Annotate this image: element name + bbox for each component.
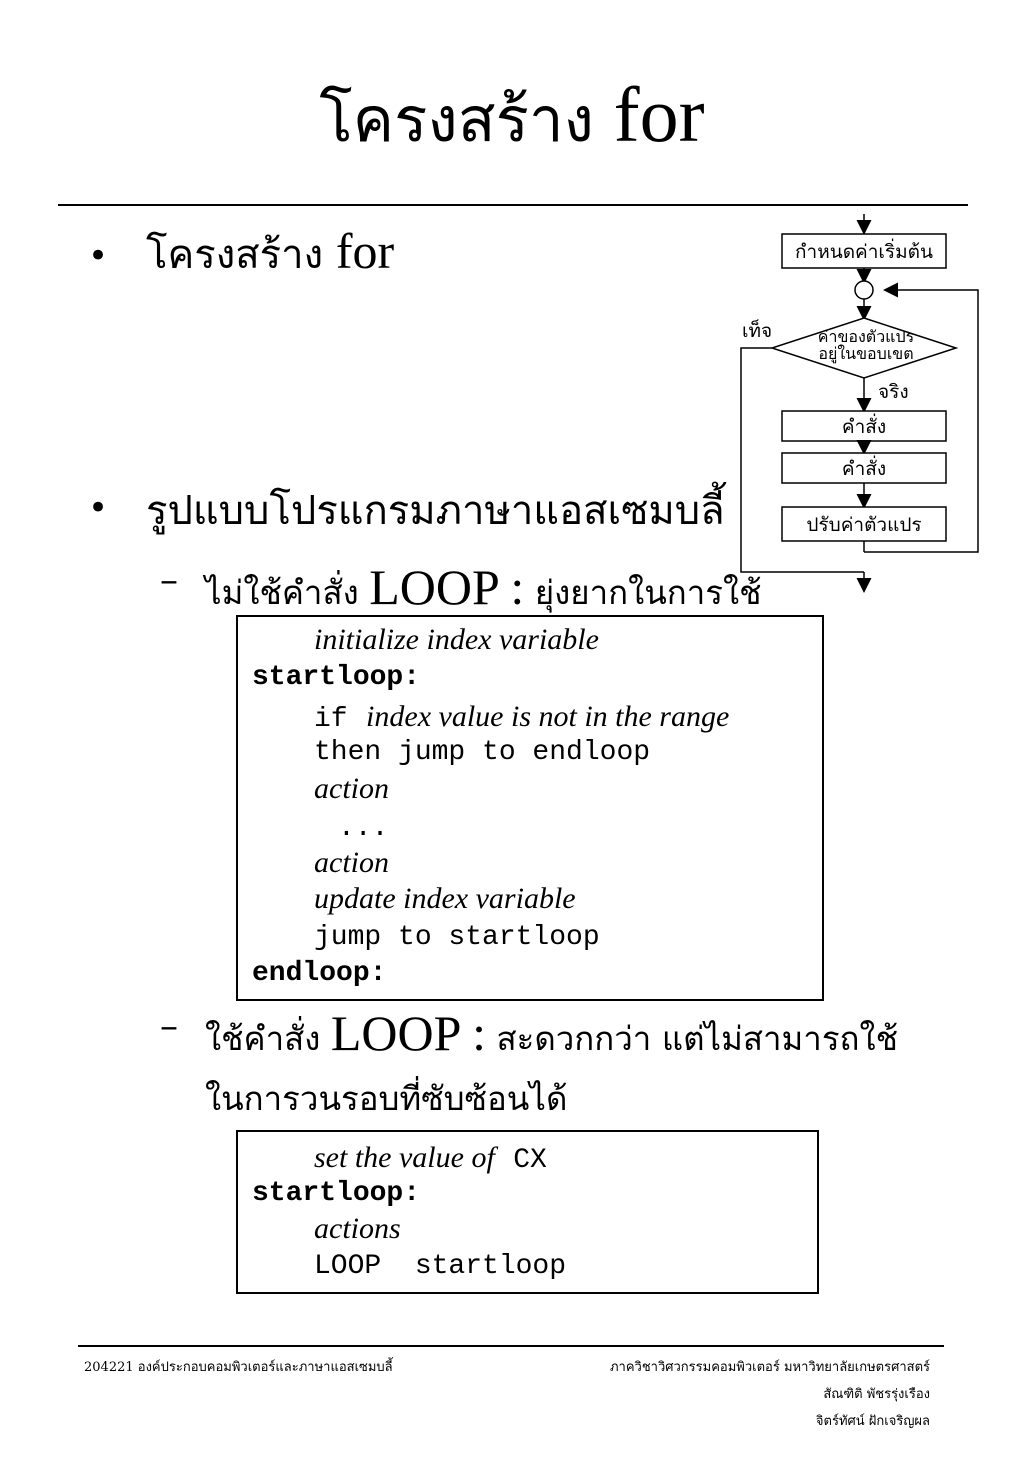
- footer-divider: [78, 1345, 944, 1347]
- footer-course: 204221 องค์ประกอบคอมพิวเตอร์และภาษาแอสเซมบลี้: [84, 1360, 393, 1375]
- footer-author: สัณฑิติ พัชรรุ่งเรือง: [823, 1387, 930, 1402]
- slide-title-thai: โครงสร้าง: [319, 83, 614, 156]
- code-register-cx: CX: [513, 1145, 547, 1176]
- code-label-endloop: endloop:: [252, 958, 387, 989]
- slide-title-keyword: for: [613, 71, 705, 158]
- code-block-without-loop: [236, 615, 824, 1001]
- sub-item-dash: –: [160, 560, 178, 601]
- code-condition: index value is not in the range: [366, 700, 730, 733]
- sub-item-pre: ไม่ใช้คำสั่ง: [205, 573, 370, 612]
- code-label-startloop: startloop:: [252, 662, 421, 693]
- flow-text-statement: คำสั่ง: [841, 416, 887, 438]
- bullet-marker: •: [88, 488, 109, 528]
- sub-item-with-loop-line2: ในการวนรอบที่ซับซ้อนได้: [205, 1079, 568, 1118]
- code-line-ellipsis: ...: [338, 813, 389, 844]
- code-line-then-jump: then jump to endloop: [314, 737, 651, 768]
- code-line-initialize: initialize index variable: [314, 623, 599, 656]
- bullet-text-thai: รูปแบบโปรแกรมภาษาแอสเซมบลี้: [146, 488, 725, 534]
- sub-item-keyword: LOOP :: [330, 1005, 486, 1061]
- flow-text-update: ปรับค่าตัวแปร: [806, 514, 922, 536]
- code-label-startloop: startloop:: [252, 1178, 421, 1209]
- footer-department: ภาควิชาวิศวกรรมคอมพิวเตอร์ มหาวิทยาลัยเกษตรศาสตร์: [609, 1360, 930, 1375]
- sub-item-dash: –: [160, 1006, 178, 1047]
- flow-text-statement: คำสั่ง: [841, 458, 887, 480]
- code-line-jump: jump to startloop: [314, 922, 600, 953]
- code-block-with-loop: [236, 1130, 819, 1294]
- sub-item-with-loop: [205, 1004, 898, 1065]
- flow-text-cond-1: ค่าของตัวแปร: [817, 327, 915, 346]
- flow-label-false: เท็จ: [742, 320, 773, 342]
- flow-text-cond-2: อยู่ในขอบเขต: [818, 344, 914, 363]
- code-line-update: update index variable: [314, 882, 576, 915]
- sub-item-pre: ใช้คำสั่ง: [205, 1019, 331, 1058]
- code-line-action: action: [314, 772, 389, 805]
- code-set-value-text: set the value of: [314, 1141, 495, 1174]
- bullet-text-keyword: for: [335, 223, 395, 279]
- footer-author: จิตร์ทัศน์ ฝักเจริญผล: [815, 1414, 930, 1429]
- sub-item-post: ยุ่งยากในการใช้: [524, 573, 762, 612]
- sub-item-keyword: LOOP :: [369, 559, 525, 615]
- code-line-set-cx: [314, 1140, 547, 1178]
- code-line-action: action: [314, 846, 389, 879]
- flow-connector: [855, 281, 873, 299]
- code-line-loop: LOOP startloop: [314, 1251, 567, 1282]
- flow-text-init: กำหนดค่าเริ่มต้น: [795, 241, 933, 263]
- code-line-actions: actions: [314, 1212, 401, 1245]
- flow-label-true: จริง: [878, 381, 909, 403]
- for-loop-flowchart: [0, 0, 1024, 620]
- code-line-if: [314, 699, 729, 737]
- sub-item-post: สะดวกกว่า แต่ไม่สามารถใช้: [485, 1019, 899, 1058]
- code-keyword-if: if: [314, 704, 348, 735]
- bullet-text-thai: โครงสร้าง: [146, 232, 336, 278]
- bullet-marker: •: [88, 236, 109, 276]
